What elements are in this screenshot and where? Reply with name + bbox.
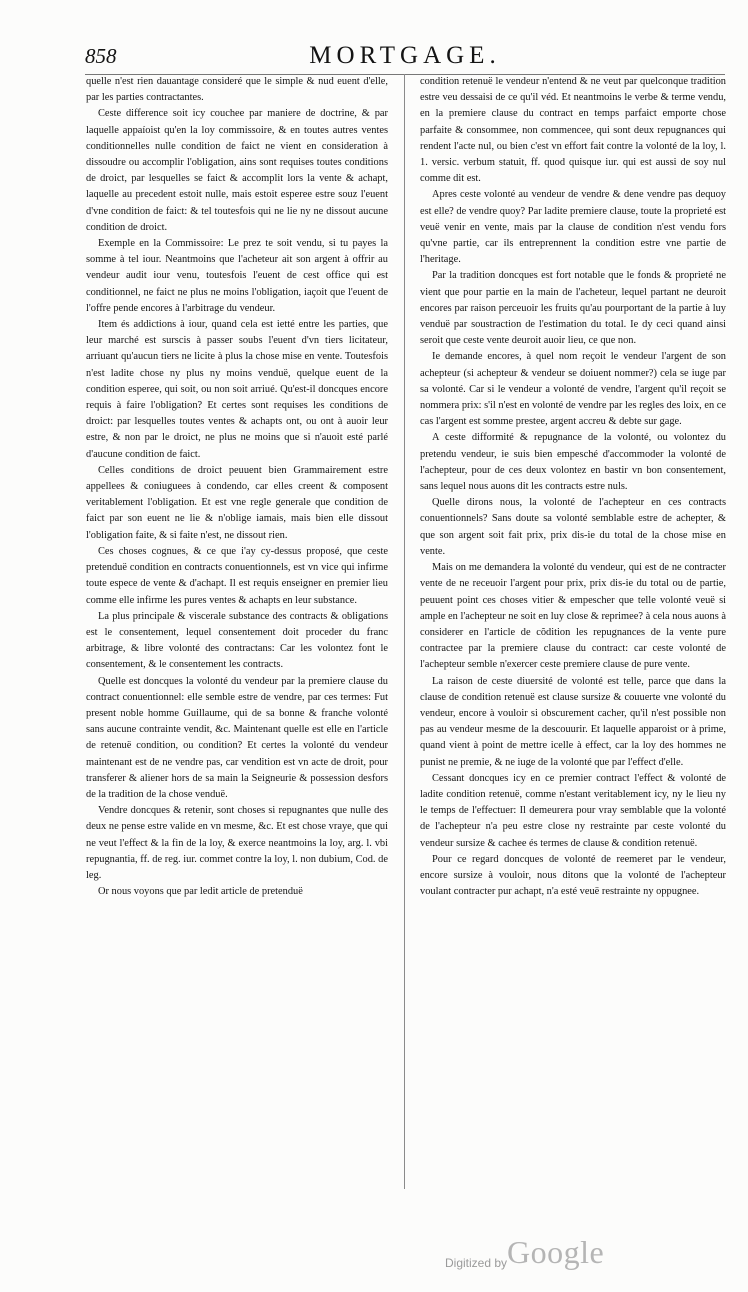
google-logo: Google: [507, 1234, 605, 1270]
running-head: MORTGAGE.: [309, 42, 501, 69]
paragraph: Or nous voyons que par ledit article de pretenduë: [98, 886, 303, 898]
paragraph: Par la tradition doncques est fort notable que le fonds & proprieté ne vient que pour partie en la main de l'acheteur, lequel partant ne deuroit encores par raison perceuoir les fruits qu'au pourportant de la partie à luy venduë par soustraction de l'estimation du total. Ie dy ceci quand ainsi seroit que ceste vente deuroit auoir lieu, ce que non.: [420, 270, 726, 347]
paragraph: La raison de ceste diuersité de volonté est telle, parce que dans la clause de condition retenuë est clause sursize & couuerte vne volonté du vendeur, encore à vouloir si obscurement cacher, qu'il n'est possible non pas au vendeur mesme de la descouurir. Et laquelle apparoist or à prime, quand vient à point de mettre icelle à effect, car la loy des hommes ne punist ne premie, & ne iuge de la volonté que par l'effect d'elle.: [420, 675, 726, 768]
paragraph: Ie demande encores, à quel nom reçoit le vendeur l'argent de son achepteur (si achepteur & vendeur se doiuent nommer?) cela se iuge par sa volonté. Car si le vendeur a volonté de vendre, l'argent qu'il reçoit se nommera prix: s'il n'est en volonté de vendre par les regles des loix, en ce cas l'argent est somme prestee, argent accreu & debte sur gage.: [420, 351, 726, 428]
paragraph: Ces choses cognues, & ce que i'ay cy-dessus proposé, que ceste pretenduë condition en contracts conuentionnels, est vn vice qui infirme toute espece de vente & d'achapt. Il est requis enseigner en premier lieu comme elle infirme les pures ventes & achapts en leur substance.: [86, 545, 388, 606]
left-column: [86, 74, 388, 1194]
paragraph: Exemple en la Commissoire: Le prez te soit vendu, si tu payes la somme à tel iour. Neantmoins que l'acheteur ait son argent à offrir au vendeur audit iour venu, toutesfois l'euent de cest office qui est conditionnel, ne faict ne plus ne moins l'obligation, iaçoit que l'euent de l'offre pende encores à l'arbitrage du vendeur.: [86, 238, 388, 314]
paragraph: quelle n'est rien dauantage consideré que le simple & nud euent d'elle, par les parties contractantes.: [86, 76, 388, 104]
paragraph: Mais on me demandera la volonté du vendeur, qui est de ne contracter vente de ne receuoir l'argent pour prix, prix dis-ie du total ou de partie, peuuent point ces choses vitier & empescher que telle volonté veuë si ample en l'achepteur ne soit en luy close & reprimee? à cela nous auons à considerer en l'article de cõdition les repugnances de la vente pure contractee par la premiere clause du contract: car ceste volonté de l'achepteur semble n'exercer ceste premiere clause de pure vente.: [420, 562, 726, 671]
watermark-label: Digitized by: [445, 1256, 508, 1270]
paragraph: Celles conditions de droict peuuent bien Grammairement estre appellees & coniuguees à condendo, car elles creent & composent veritablement l'obligation. Et est vne regle generale que condition de faict par son euent ne lie & n'oblige iamais, mais bien elle dissout l'obligation faite, & si faite n'est, ne dissout rien.: [86, 464, 388, 541]
paragraph: Vendre doncques & retenir, sont choses si repugnantes que nulle des deux ne pense estre valide en vn mesme, &c. Et est chose vraye, que qui ne veut l'effect & la fin de la loy, & exerce neantmoins la loy, arg. l. vbi repugnantia, ff. de reg. iur. commet contre la loy, l. non dubium, Cod. de leg.: [86, 805, 388, 881]
page-header: [85, 44, 725, 75]
paragraph: La plus principale & viscerale substance des contracts & obligations est le consentement, lequel consentement doit proceder du franc arbitrage, & libre volonté des contractans: Car les volontez font le consentement, & le consentement les contracts.: [86, 610, 388, 671]
right-column: [420, 74, 726, 1194]
paragraph: Apres ceste volonté au vendeur de vendre & dene vendre pas dequoy est elle? de vendre quoy? Par ladite premiere clause, toute la proprieté est veuë venir en vente, mais par la clause de condition n'est vendu fors qu'vne partie, car ils entreprennent la condition estre vne partie de l'heritage.: [420, 189, 726, 266]
column-divider: [404, 74, 405, 1189]
paragraph: Quelle est doncques la volonté du vendeur par la premiere clause du contract conuentionnel: elle semble estre de vendre, par ces termes: Fut present noble homme Guillaume, qui de sa bonne & franche volonté sans aucune contrainte vendit, &c. Maintenant quelle est elle en l'article de retenuë condition, ou condition? Et certes la volonté du vendeur maintenant est de ne vendre pas, car vendition est vn acte de droit, pour transferer & aliener hors de sa main la Seigneurie & possession desfors de la tradition de la chose venduë.: [86, 675, 388, 800]
digitization-watermark: [445, 1234, 705, 1278]
paragraph: Quelle dirons nous, la volonté de l'achepteur en ces contracts conuentionnels? Sans doute sa volonté semblable estre de achepter, & que son argent soit fait prix, prix dis-ie du total de la chose mise en vente.: [420, 497, 726, 557]
paragraph: condition retenuë le vendeur n'entend & ne veut par quelconque tradition estre veu dessaisi de ce qu'il véd. Et neantmoins le verbe & terme vendu, en la premiere clause du contract en temps parfaict emporte chose parfaite & consommee, non commencee, qui sont deux repugnances qui rendent l'acte nul, ou bien c'est vn effort fait contre la volonté de la loy, l. 1. versic. verbum statuit, ff. quod quisque iur. qui est aussi de soy nul comme dit est.: [420, 76, 726, 185]
paragraph: Item és addictions à iour, quand cela est ietté entre les parties, que leur marché est surscis à passer soubs l'euent d'vn tiers licitateur, arriuant qu'aucun tiers ne licite à plus la chose mise en vente. Toutesfois n'est ladite chose ny plus ny moins venduë, quelque euent de la condition esperee, qui soit, ou non soit arriué. Qu'est-il doncques encore requis à faire l'obligation? Et certes sont requises les conditions de droict: par lesquelles toutes ventes & achapts ont, ou ont à auoir leur estre, & non par le droict, ne plus ne moins que si n'auoit esté parlé d'aucune condition de faict.: [86, 319, 388, 460]
paragraph: Pour ce regard doncques de volonté de reemeret par le vendeur, encore sursize à vouloir, nous ditons que la volonté de l'achepteur voulant contracter pur achapt, n'a esté veuë restrainte ny oppugnee.: [420, 853, 726, 898]
paragraph: A ceste difformité & repugnance de la volonté, ou volontez du pretendu vendeur, ie suis bien empesché d'accommoder la volonté de l'achepteur, pour de ces deux volontez en bastir vn bon consentement, sans lequel nous auons dit les contracts estre nuls.: [420, 432, 726, 493]
page-number: 858: [85, 44, 117, 68]
paragraph: Ceste difference soit icy couchee par maniere de doctrine, & par laquelle appaíoist qu'en la loy commissoire, & en toutes autres ventes conditionnelles nulle condition de faict ne vient en consideration à dissoudre ou accomplir l'obligation, ains sont requises toutes conditions de droict, par lesquelles se faict & accomplit lors la vente & achapt, laquelle au precedent estoit nulle, mais estoit esperee estre souz l'euent d'vne condition de faict: & tel toutesfois qui ne lie ny ne dissout aucune condition de droict.: [86, 108, 388, 233]
paragraph: Cessant doncques icy en ce premier contract l'effect & volonté de ladite condition retenuë, comme n'estant veritablement icy, ny le lieu ny le temps de l'effectuer: Il demeurera pour vray semblable que la volonté de l'achepteur n'a peu estre close ny restrainte par ceste volonté du vendeur sursize & cachee és termes de clause & condition retenuë.: [420, 772, 726, 849]
